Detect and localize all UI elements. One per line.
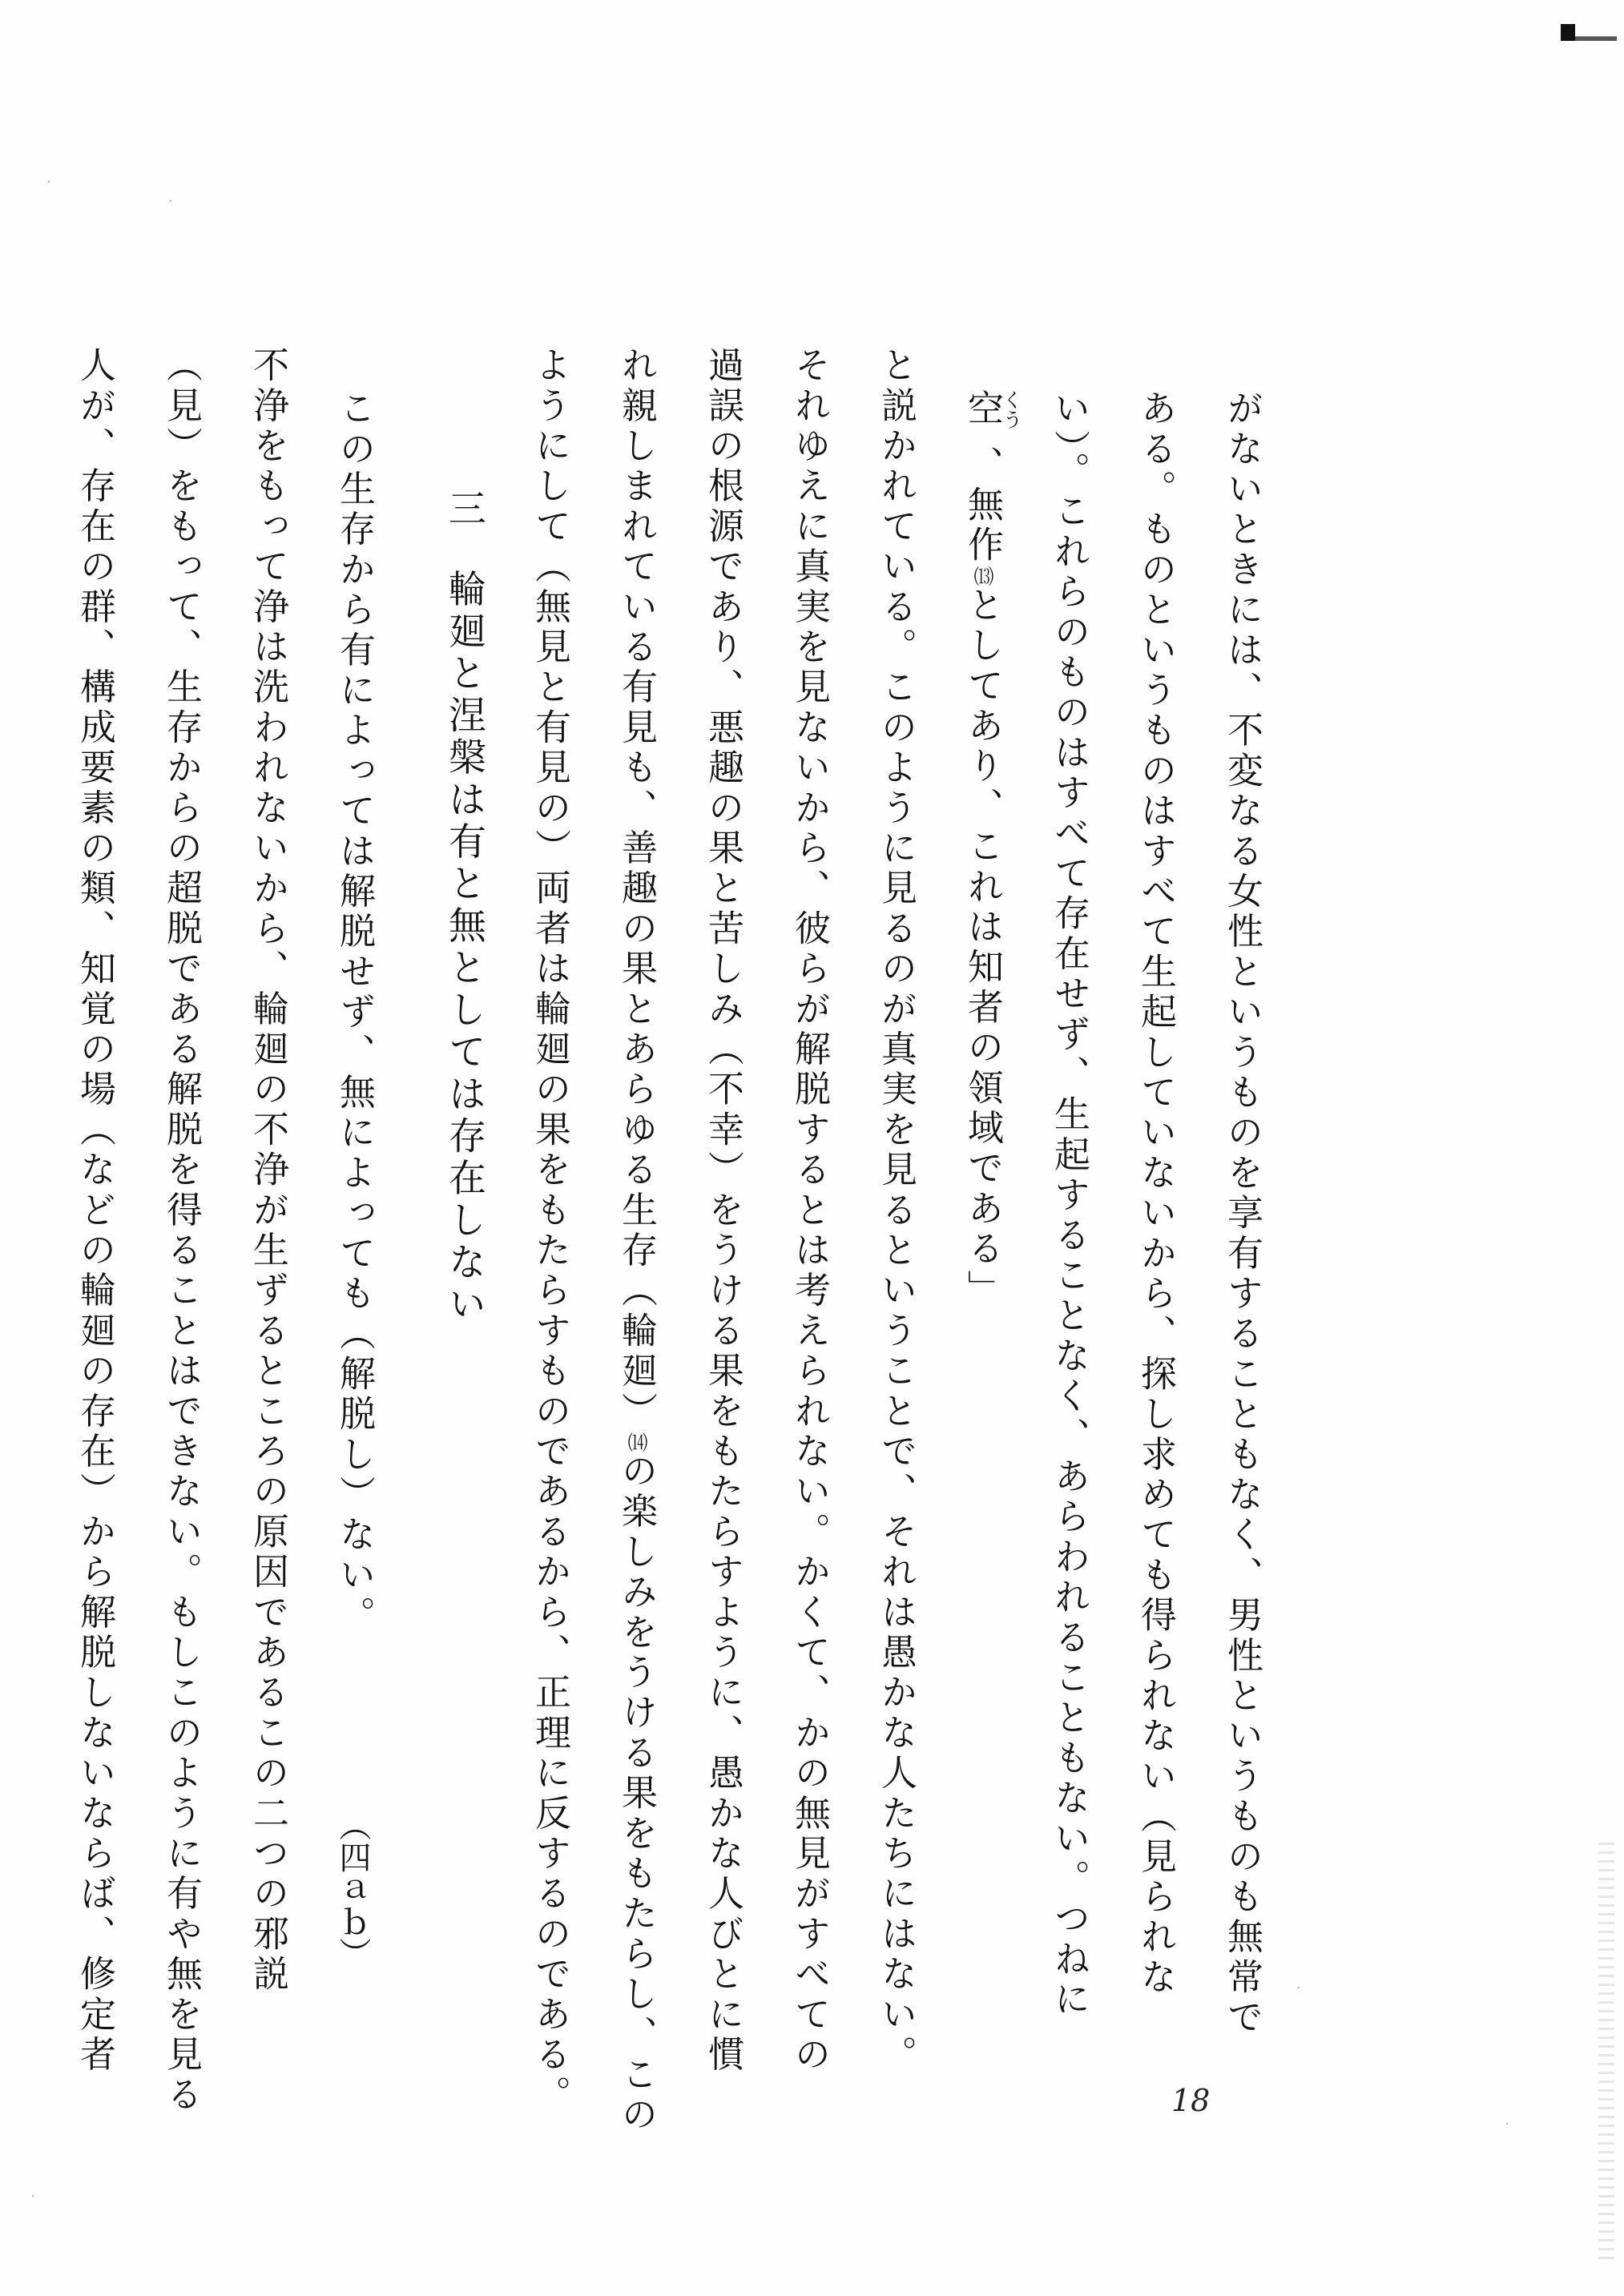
text-column-13: 人が、存在の群、構成要素の類、知覚の場（などの輪廻の存在）から解脱しないならば、修定者: [74, 346, 116, 2076]
text-column-10: この生存から有によっては解脱せず、無によっても（解脱し）ない。: [333, 389, 376, 1637]
scan-speck: [1506, 2123, 1508, 2125]
note-marker-13: ⒀: [971, 566, 994, 586]
scan-speck: [170, 200, 171, 202]
note-marker-14: ⒁: [625, 1432, 648, 1452]
page-number: 18: [1171, 2083, 1211, 2118]
ruby-text: くう: [1000, 389, 1023, 430]
column-4-rest: としてあり、これは知者の領域である」: [961, 586, 1004, 1310]
text-column-12: （見）をもって、生存からの超脱である解脱を得ることはできない。もしこのように有や無を見る: [160, 346, 203, 2116]
verse-reference: （四ａｂ）: [334, 1809, 371, 1969]
column-8-text: れ親しまれている有見も、善趣の果とあらゆる生存（輪廻）: [615, 346, 658, 1432]
text-column-3: い）。これらのものはすべて存在せず、生起することなく、あらわれることもない。つねに: [1048, 389, 1090, 2020]
scan-speck: [1298, 1987, 1300, 1988]
text-column-5: と説かれている。このように見るのが真実を見るということで、それは愚かな人たちにはない。: [875, 346, 917, 2076]
scan-speck: [32, 2195, 34, 2197]
section-number: 三: [442, 489, 486, 531]
column-4-text: 、無作: [961, 445, 1004, 566]
section-title: 輪廻と涅槃は有と無としては存在しない: [442, 569, 486, 1327]
scan-speck: [48, 181, 50, 183]
text-column-7: 過誤の根源であり、悪趣の果と苦しみ（不幸）をうける果をもたらすように、愚かな人びとに慣: [702, 346, 744, 2076]
text-column-8: [615, 346, 658, 2136]
scan-edge-noise: [1598, 1843, 1614, 2259]
ruby-kuu: [961, 389, 1023, 445]
text-column-6: それゆえに真実を見ないから、彼らが解脱するとは考えられない。かくて、かの無見がすべての: [788, 346, 831, 2076]
scan-corner-mark: [1561, 24, 1617, 46]
text-column-1: がないときには、不変なる女性というものを享有することもなく、男性というものも無常で: [1221, 389, 1263, 2039]
column-8-rest: の楽しみをうける果をもたらし、この: [615, 1452, 658, 2136]
text-column-2: ある。ものというものはすべて生起していないから、探し求めても得られない（見られな: [1134, 389, 1177, 1998]
text-column-9: ようにして（無見と有見の）両者は輪廻の果をもたらすものであるから、正理に反するのである。: [529, 346, 571, 2116]
text-column-11: 不浄をもって浄は洗われないから、輪廻の不浄が生ずるところの原因であるこの二つの邪説: [247, 346, 289, 1996]
section-heading: [442, 489, 486, 1327]
text-column-4: [961, 389, 1023, 1310]
kanji-kuu: 空: [961, 389, 1004, 430]
